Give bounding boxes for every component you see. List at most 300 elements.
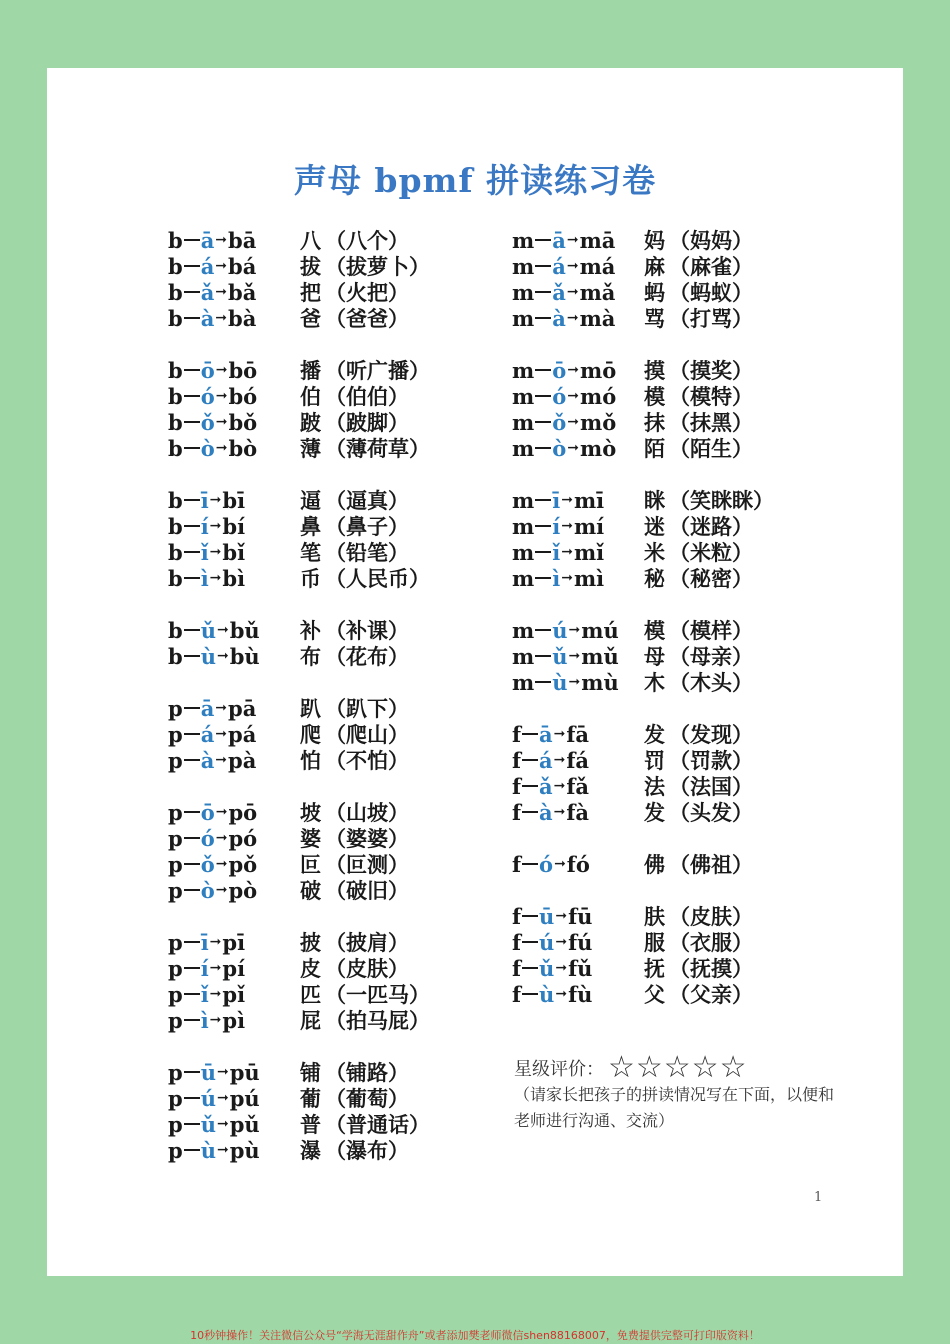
- worksheet-title: 声母 bpmf 拼读练习卷: [293, 161, 657, 200]
- syllable-spelling: [168, 878, 290, 903]
- hanzi-character: 葡: [300, 1086, 321, 1111]
- initial-consonant: m: [512, 357, 535, 383]
- hanzi-character: 跛: [300, 410, 321, 435]
- toned-vowel: á: [539, 747, 553, 773]
- arrow-icon: ➞: [553, 726, 566, 742]
- example-word: （发现）: [669, 722, 753, 747]
- join-dash-icon: [522, 967, 538, 969]
- toned-vowel: à: [552, 305, 566, 331]
- arrow-icon: ➞: [215, 232, 228, 248]
- join-dash-icon: [535, 577, 551, 579]
- hanzi-character: 破: [300, 878, 321, 903]
- hanzi-character: 蚂: [644, 280, 665, 305]
- combined-syllable: fǔ: [568, 955, 593, 981]
- combined-syllable: má: [579, 253, 616, 279]
- example-word: （秘密）: [669, 566, 753, 591]
- pinyin-row: [168, 955, 430, 981]
- toned-vowel: à: [539, 799, 553, 825]
- combined-syllable: bǒ: [228, 409, 258, 435]
- join-dash-icon: [184, 1071, 200, 1073]
- arrow-icon: ➞: [553, 752, 566, 768]
- hanzi-character: 铺: [300, 1060, 321, 1085]
- syllable-spelling: [168, 644, 290, 669]
- join-dash-icon: [522, 733, 538, 735]
- pinyin-row: [512, 721, 774, 747]
- toned-vowel: ú: [200, 1085, 216, 1111]
- example-word: （米粒）: [669, 540, 753, 565]
- hanzi-character: 币: [300, 566, 321, 591]
- combined-syllable: pí: [222, 955, 246, 981]
- arrow-icon: ➞: [216, 1064, 229, 1080]
- initial-consonant: m: [512, 435, 535, 461]
- initial-consonant: b: [168, 357, 183, 383]
- join-dash-icon: [184, 837, 200, 839]
- syllable-spelling: [512, 800, 634, 825]
- join-dash-icon: [522, 785, 538, 787]
- combined-syllable: pǔ: [229, 1111, 260, 1137]
- initial-consonant: b: [168, 279, 183, 305]
- syllable-spelling: [512, 644, 634, 669]
- toned-vowel: ù: [539, 981, 555, 1007]
- join-dash-icon: [184, 993, 200, 995]
- hanzi-character: 发: [644, 722, 665, 747]
- initial-consonant: p: [168, 825, 183, 851]
- toned-vowel: í: [200, 513, 209, 539]
- pinyin-row: [168, 851, 430, 877]
- pinyin-row: [168, 877, 430, 903]
- arrow-icon: ➞: [215, 440, 228, 456]
- toned-vowel: ǐ: [200, 981, 209, 1007]
- toned-vowel: ò: [200, 877, 215, 903]
- initial-consonant: b: [168, 305, 183, 331]
- initial-consonant: p: [168, 695, 183, 721]
- hanzi-character: 母: [644, 644, 665, 669]
- join-dash-icon: [184, 941, 200, 943]
- hanzi-character: 木: [644, 670, 665, 695]
- join-dash-icon: [522, 941, 538, 943]
- initial-consonant: m: [512, 253, 535, 279]
- pinyin-row: [168, 721, 430, 747]
- toned-vowel: á: [552, 253, 566, 279]
- syllable-spelling: [168, 800, 290, 825]
- join-dash-icon: [184, 889, 200, 891]
- join-dash-icon: [535, 499, 551, 501]
- hanzi-character: 坡: [300, 800, 321, 825]
- arrow-icon: ➞: [553, 804, 566, 820]
- syllable-spelling: [168, 254, 290, 279]
- pinyin-row: [168, 695, 430, 721]
- arrow-icon: ➞: [555, 986, 568, 1002]
- example-word: （破旧）: [325, 878, 409, 903]
- example-word: （薄荷草）: [325, 436, 430, 461]
- join-dash-icon: [522, 863, 538, 865]
- group-spacer: [512, 695, 774, 721]
- pinyin-row: [168, 383, 430, 409]
- combined-syllable: mù: [581, 669, 619, 695]
- hanzi-character: 父: [644, 982, 665, 1007]
- arrow-icon: ➞: [568, 648, 581, 664]
- example-word: （婆婆）: [325, 826, 409, 851]
- initial-consonant: b: [168, 617, 183, 643]
- group-spacer: [168, 669, 430, 695]
- group-spacer: [168, 331, 430, 357]
- hanzi-character: 罚: [644, 748, 665, 773]
- hanzi-character: 肤: [644, 904, 665, 929]
- syllable-spelling: [512, 930, 634, 955]
- syllable-spelling: [512, 852, 634, 877]
- combined-syllable: pú: [229, 1085, 260, 1111]
- arrow-icon: ➞: [209, 518, 222, 534]
- hanzi-character: 骂: [644, 306, 665, 331]
- syllable-spelling: [168, 280, 290, 305]
- combined-syllable: mì: [573, 565, 605, 591]
- combined-syllable: bō: [228, 357, 258, 383]
- arrow-icon: ➞: [555, 934, 568, 950]
- example-word: （爸爸）: [325, 306, 409, 331]
- initial-consonant: b: [168, 643, 183, 669]
- combined-syllable: pū: [229, 1059, 260, 1085]
- syllable-spelling: [168, 228, 290, 253]
- combined-syllable: bī: [222, 487, 246, 513]
- initial-consonant: p: [168, 1111, 183, 1137]
- hanzi-character: 眯: [644, 488, 665, 513]
- combined-syllable: fá: [566, 747, 590, 773]
- toned-vowel: ā: [200, 227, 215, 253]
- syllable-spelling: [168, 748, 290, 773]
- join-dash-icon: [184, 655, 200, 657]
- arrow-icon: ➞: [216, 1142, 229, 1158]
- toned-vowel: á: [200, 253, 215, 279]
- join-dash-icon: [184, 239, 200, 241]
- toned-vowel: í: [552, 513, 561, 539]
- toned-vowel: ó: [200, 825, 215, 851]
- join-dash-icon: [535, 265, 551, 267]
- combined-syllable: pá: [228, 721, 257, 747]
- join-dash-icon: [184, 447, 200, 449]
- example-word: （人民币）: [325, 566, 430, 591]
- join-dash-icon: [184, 369, 200, 371]
- initial-consonant: m: [512, 305, 535, 331]
- toned-vowel: ì: [200, 1007, 209, 1033]
- hanzi-character: 瀑: [300, 1138, 321, 1163]
- initial-consonant: b: [168, 565, 183, 591]
- combined-syllable: pò: [228, 877, 258, 903]
- arrow-icon: ➞: [554, 856, 566, 872]
- hanzi-character: 陌: [644, 436, 665, 461]
- join-dash-icon: [535, 551, 551, 553]
- toned-vowel: ǔ: [539, 955, 555, 981]
- toned-vowel: ò: [200, 435, 215, 461]
- toned-vowel: ī: [552, 487, 561, 513]
- syllable-spelling: [512, 670, 634, 695]
- hanzi-character: 补: [300, 618, 321, 643]
- left-column: [168, 227, 430, 1163]
- combined-syllable: mā: [579, 227, 616, 253]
- arrow-icon: ➞: [215, 856, 228, 872]
- join-dash-icon: [184, 265, 200, 267]
- initial-consonant: m: [512, 279, 535, 305]
- arrow-icon: ➞: [215, 882, 228, 898]
- syllable-spelling: [512, 618, 634, 643]
- toned-vowel: ā: [552, 227, 566, 253]
- right-column: [512, 227, 774, 1007]
- example-word: （伯伯）: [325, 384, 409, 409]
- hanzi-character: 爬: [300, 722, 321, 747]
- join-dash-icon: [184, 967, 200, 969]
- pinyin-row: [512, 357, 774, 383]
- arrow-icon: ➞: [561, 570, 573, 586]
- pinyin-row: [168, 305, 430, 331]
- syllable-spelling: [168, 488, 290, 513]
- example-word: （山坡）: [325, 800, 409, 825]
- syllable-spelling: [512, 540, 634, 565]
- pinyin-row: [168, 279, 430, 305]
- combined-syllable: fó: [566, 851, 590, 877]
- example-word: （瀑布）: [325, 1138, 409, 1163]
- combined-syllable: pà: [228, 747, 257, 773]
- initial-consonant: m: [512, 539, 535, 565]
- initial-consonant: p: [168, 1007, 183, 1033]
- pinyin-row: [168, 981, 430, 1007]
- arrow-icon: ➞: [209, 960, 222, 976]
- pinyin-row: [512, 513, 774, 539]
- toned-vowel: í: [200, 955, 209, 981]
- example-word: （打骂）: [669, 306, 753, 331]
- combined-syllable: bǎ: [228, 279, 257, 305]
- hanzi-character: 模: [644, 618, 665, 643]
- syllable-spelling: [168, 722, 290, 747]
- toned-vowel: ī: [200, 487, 209, 513]
- toned-vowel: ō: [200, 799, 215, 825]
- pinyin-row: [512, 617, 774, 643]
- hanzi-character: 迷: [644, 514, 665, 539]
- arrow-icon: ➞: [566, 232, 579, 248]
- combined-syllable: mǔ: [581, 643, 619, 669]
- example-word: （铺路）: [325, 1060, 409, 1085]
- group-spacer: [168, 1033, 430, 1059]
- group-spacer: [168, 773, 430, 799]
- join-dash-icon: [184, 1149, 200, 1151]
- combined-syllable: fā: [566, 721, 590, 747]
- arrow-icon: ➞: [553, 778, 566, 794]
- pinyin-row: [512, 279, 774, 305]
- example-word: （拍马屁）: [325, 1008, 430, 1033]
- join-dash-icon: [184, 863, 200, 865]
- join-dash-icon: [184, 1097, 200, 1099]
- hanzi-character: 八: [300, 228, 321, 253]
- toned-vowel: ǎ: [539, 773, 553, 799]
- pinyin-row: [168, 565, 430, 591]
- hanzi-character: 叵: [300, 852, 321, 877]
- arrow-icon: ➞: [567, 388, 579, 404]
- example-word: （皮肤）: [669, 904, 753, 929]
- initial-consonant: m: [512, 409, 535, 435]
- arrow-icon: ➞: [215, 310, 228, 326]
- syllable-spelling: [512, 384, 634, 409]
- join-dash-icon: [522, 759, 538, 761]
- combined-syllable: fù: [568, 981, 593, 1007]
- arrow-icon: ➞: [567, 362, 579, 378]
- example-word: （模样）: [669, 618, 753, 643]
- arrow-icon: ➞: [561, 492, 573, 508]
- syllable-spelling: [512, 904, 634, 929]
- syllable-spelling: [512, 488, 634, 513]
- arrow-icon: ➞: [215, 830, 228, 846]
- hanzi-character: 披: [300, 930, 321, 955]
- hanzi-character: 皮: [300, 956, 321, 981]
- combined-syllable: bá: [228, 253, 257, 279]
- combined-syllable: mō: [579, 357, 617, 383]
- example-word: （火把）: [325, 280, 409, 305]
- toned-vowel: ù: [552, 669, 568, 695]
- syllable-spelling: [168, 410, 290, 435]
- syllable-spelling: [512, 722, 634, 747]
- syllable-spelling: [168, 306, 290, 331]
- initial-consonant: p: [168, 1059, 183, 1085]
- arrow-icon: ➞: [209, 934, 222, 950]
- join-dash-icon: [184, 1019, 200, 1021]
- combined-syllable: mī: [573, 487, 605, 513]
- hanzi-character: 爸: [300, 306, 321, 331]
- hanzi-character: 把: [300, 280, 321, 305]
- arrow-icon: ➞: [568, 674, 581, 690]
- combined-syllable: mò: [579, 435, 617, 461]
- group-spacer: [168, 591, 430, 617]
- combined-syllable: pì: [222, 1007, 246, 1033]
- pinyin-row: [168, 487, 430, 513]
- pinyin-row: [168, 253, 430, 279]
- example-word: （父亲）: [669, 982, 753, 1007]
- toned-vowel: ù: [200, 1137, 216, 1163]
- hanzi-character: 抚: [644, 956, 665, 981]
- hanzi-character: 服: [644, 930, 665, 955]
- initial-consonant: p: [168, 1085, 183, 1111]
- example-word: （妈妈）: [669, 228, 753, 253]
- initial-consonant: b: [168, 435, 183, 461]
- hanzi-character: 法: [644, 774, 665, 799]
- rating-label: 星级评价：: [514, 1058, 604, 1080]
- pinyin-row: [168, 1111, 430, 1137]
- toned-vowel: ǐ: [552, 539, 561, 565]
- pinyin-row: [512, 227, 774, 253]
- toned-vowel: à: [200, 747, 215, 773]
- join-dash-icon: [184, 1123, 200, 1125]
- initial-consonant: b: [168, 409, 183, 435]
- initial-consonant: m: [512, 669, 535, 695]
- combined-syllable: bà: [228, 305, 257, 331]
- example-word: （铅笔）: [325, 540, 409, 565]
- syllable-spelling: [168, 1112, 290, 1137]
- pinyin-row: [512, 903, 774, 929]
- syllable-spelling: [168, 1008, 290, 1033]
- example-word: （鼻子）: [325, 514, 409, 539]
- hanzi-character: 屁: [300, 1008, 321, 1033]
- pinyin-row: [168, 539, 430, 565]
- arrow-icon: ➞: [209, 492, 222, 508]
- parent-note: （请家长把孩子的拼读情况写在下面，以便和老师进行沟通、交流）: [514, 1085, 835, 1130]
- hanzi-character: 婆: [300, 826, 321, 851]
- pinyin-row: [512, 383, 774, 409]
- syllable-spelling: [168, 540, 290, 565]
- initial-consonant: b: [168, 487, 183, 513]
- initial-consonant: m: [512, 487, 535, 513]
- toned-vowel: ǐ: [200, 539, 209, 565]
- syllable-spelling: [512, 280, 634, 305]
- initial-consonant: f: [512, 747, 522, 773]
- example-word: （头发）: [669, 800, 753, 825]
- toned-vowel: ó: [200, 383, 215, 409]
- toned-vowel: ǔ: [200, 617, 216, 643]
- example-word: （麻雀）: [669, 254, 753, 279]
- example-word: （抚摸）: [669, 956, 753, 981]
- arrow-icon: ➞: [567, 440, 579, 456]
- group-spacer: [512, 825, 774, 851]
- initial-consonant: b: [168, 253, 183, 279]
- syllable-spelling: [168, 852, 290, 877]
- hanzi-character: 伯: [300, 384, 321, 409]
- join-dash-icon: [535, 447, 551, 449]
- example-word: （蚂蚁）: [669, 280, 753, 305]
- initial-consonant: p: [168, 721, 183, 747]
- pinyin-row: [168, 799, 430, 825]
- example-word: （听广播）: [325, 358, 430, 383]
- initial-consonant: f: [512, 773, 522, 799]
- example-word: （叵测）: [325, 852, 409, 877]
- arrow-icon: ➞: [555, 960, 568, 976]
- toned-vowel: ā: [200, 695, 215, 721]
- join-dash-icon: [184, 811, 200, 813]
- hanzi-character: 薄: [300, 436, 321, 461]
- syllable-spelling: [512, 566, 634, 591]
- combined-syllable: bā: [228, 227, 257, 253]
- group-spacer: [512, 877, 774, 903]
- example-word: （披肩）: [325, 930, 409, 955]
- hanzi-character: 麻: [644, 254, 665, 279]
- initial-consonant: p: [168, 799, 183, 825]
- hanzi-character: 秘: [644, 566, 665, 591]
- example-word: （爬山）: [325, 722, 409, 747]
- toned-vowel: ō: [552, 357, 567, 383]
- syllable-spelling: [168, 358, 290, 383]
- pinyin-row: [512, 539, 774, 565]
- join-dash-icon: [535, 291, 551, 293]
- example-word: （佛祖）: [669, 852, 753, 877]
- star-icons[interactable]: ☆☆☆☆☆: [608, 1050, 748, 1085]
- hanzi-character: 妈: [644, 228, 665, 253]
- toned-vowel: ǎ: [552, 279, 566, 305]
- group-spacer: [168, 903, 430, 929]
- initial-consonant: f: [512, 851, 522, 877]
- toned-vowel: ì: [552, 565, 561, 591]
- group-spacer: [512, 461, 774, 487]
- toned-vowel: ǒ: [200, 851, 215, 877]
- arrow-icon: ➞: [216, 1090, 229, 1106]
- join-dash-icon: [535, 369, 551, 371]
- syllable-spelling: [168, 1060, 290, 1085]
- combined-syllable: pù: [229, 1137, 260, 1163]
- arrow-icon: ➞: [215, 388, 228, 404]
- example-word: （陌生）: [669, 436, 753, 461]
- syllable-spelling: [168, 1138, 290, 1163]
- syllable-spelling: [512, 254, 634, 279]
- combined-syllable: fú: [568, 929, 593, 955]
- arrow-icon: ➞: [216, 648, 229, 664]
- join-dash-icon: [535, 629, 551, 631]
- syllable-spelling: [512, 410, 634, 435]
- example-word: （不怕）: [325, 748, 409, 773]
- combined-syllable: bì: [222, 565, 246, 591]
- syllable-spelling: [168, 1086, 290, 1111]
